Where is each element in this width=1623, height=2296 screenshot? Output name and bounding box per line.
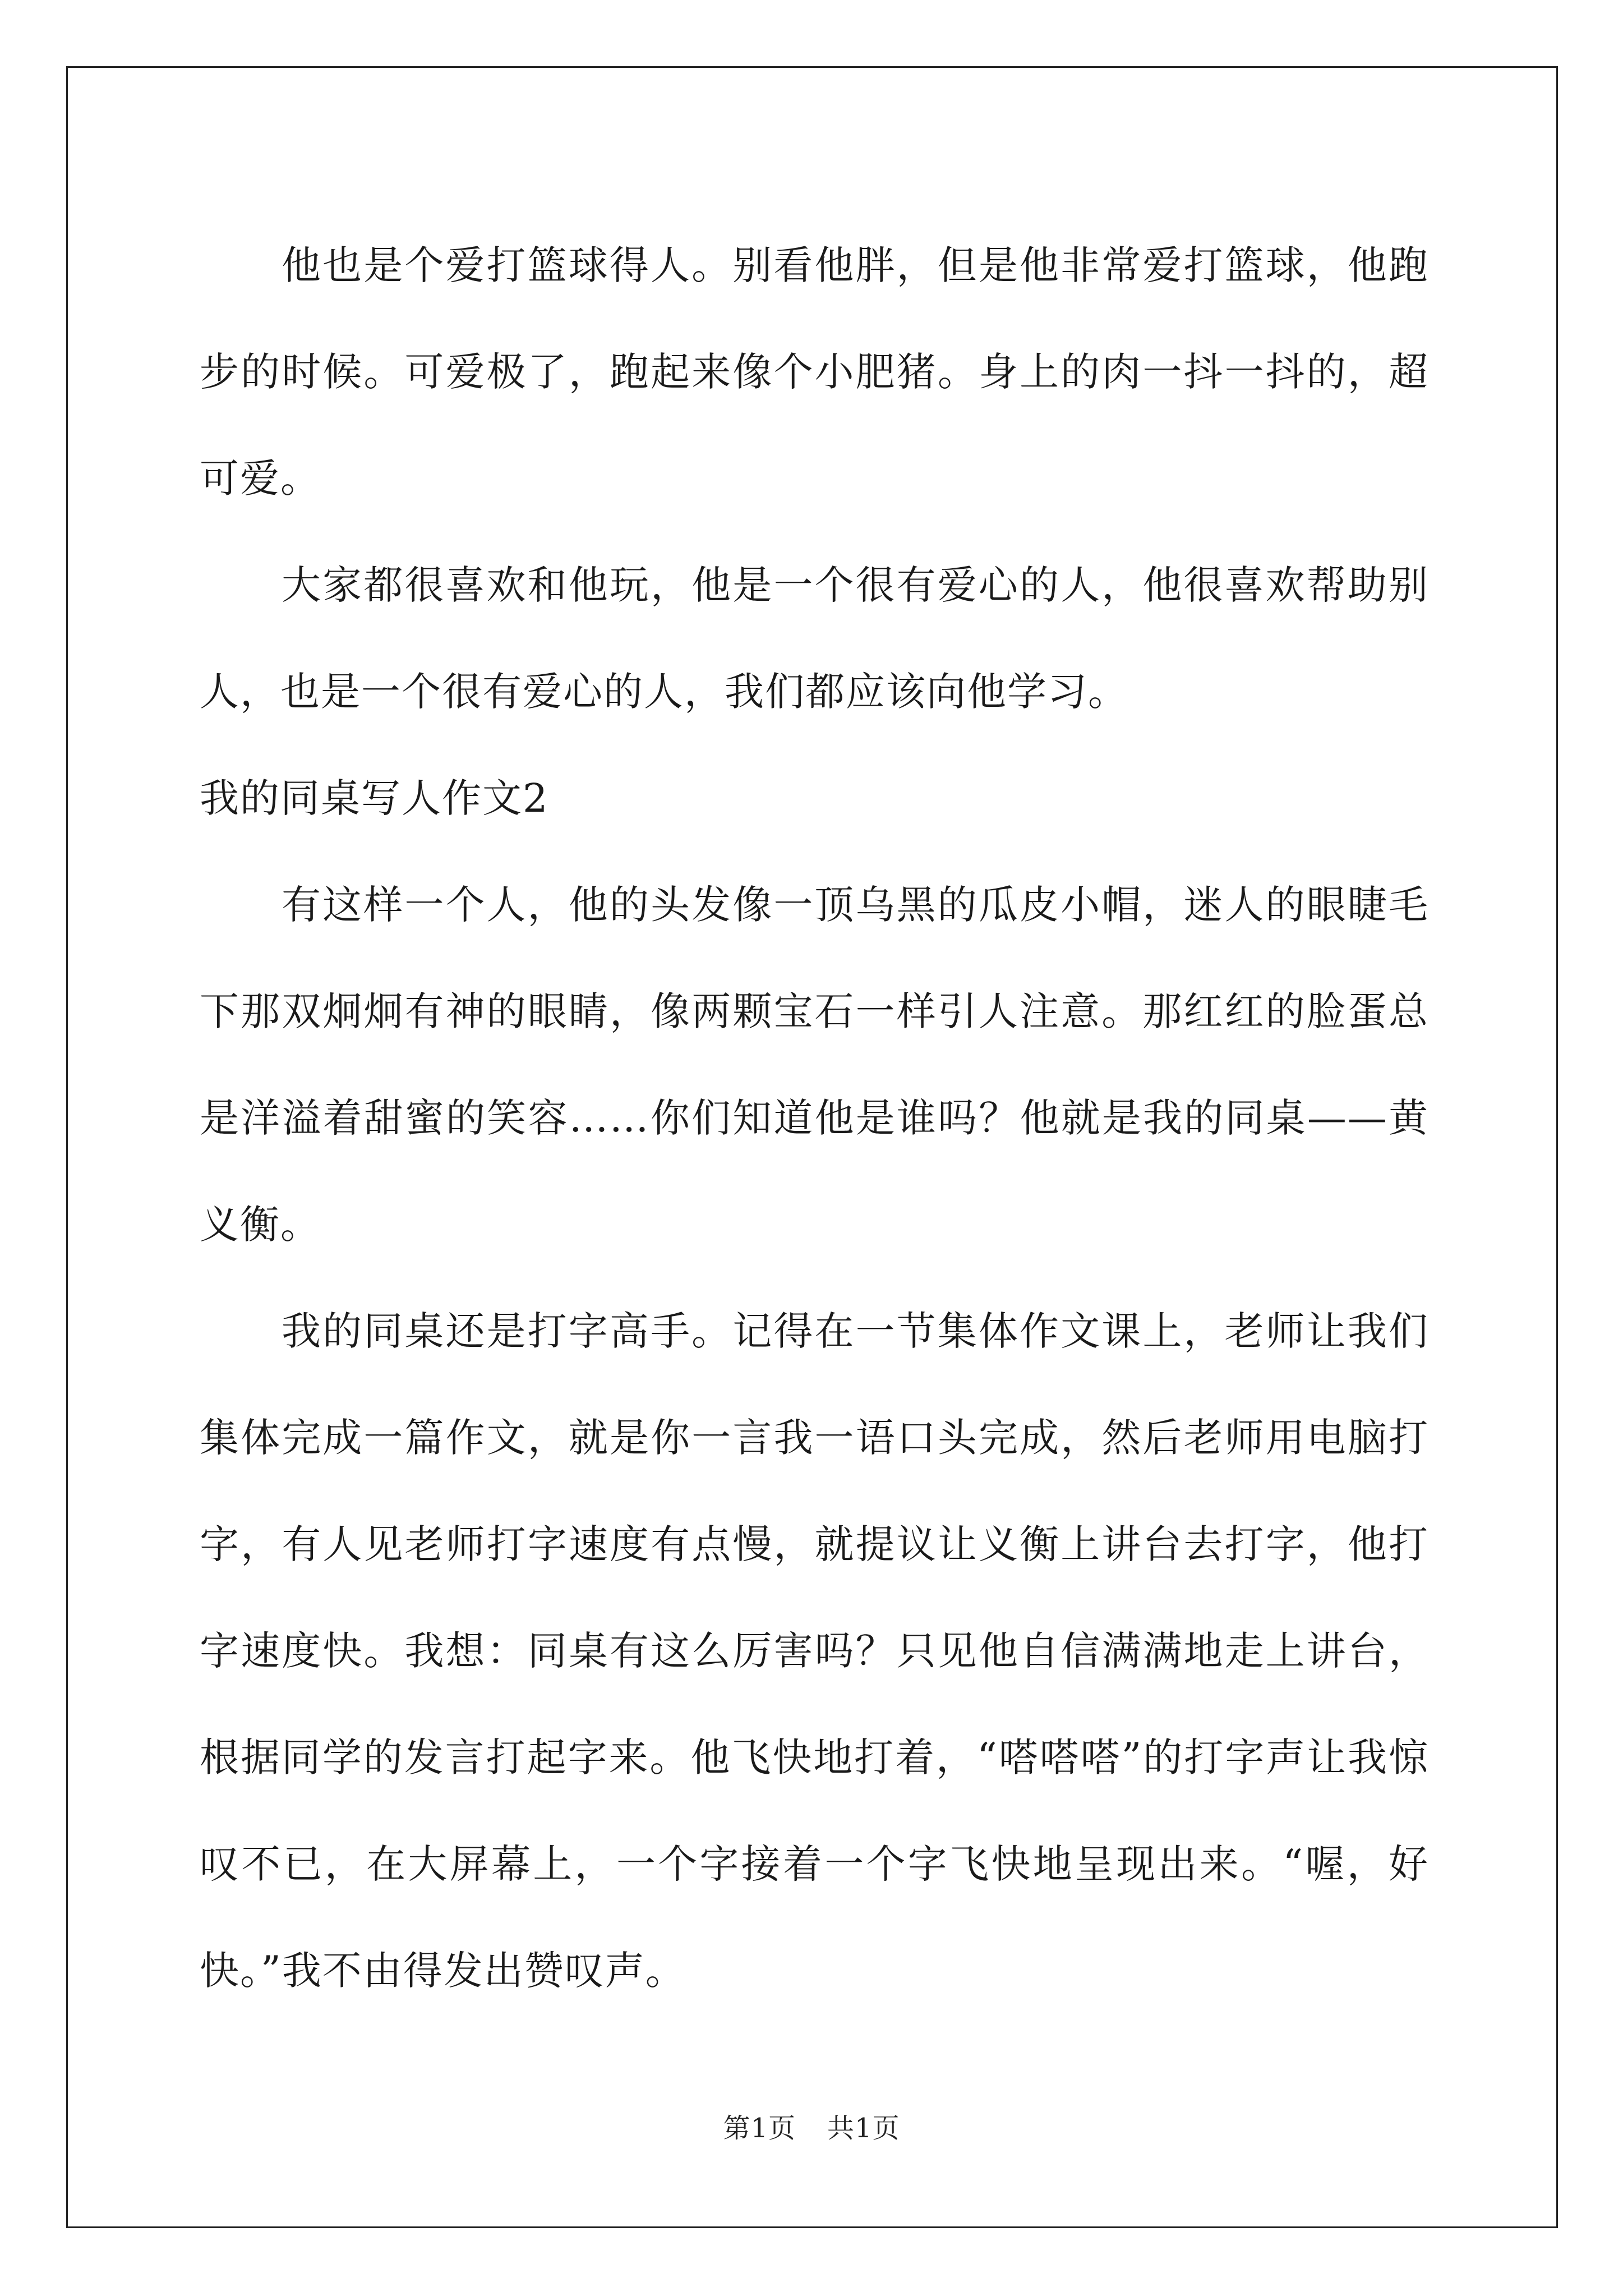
paragraph-2: 大家都很喜欢和他玩，他是一个很有爱心的人，他很喜欢帮助别人，也是一个很有爱心的人，我们都应该向他学习。 bbox=[200, 562, 1429, 715]
paragraph-4: 我的同桌还是打字高手。记得在一节集体作文课上，老师让我们集体完成一篇作文，就是你一言我一语口头完成，然后老师用电脑打字，有人见老师打字速度有点慢，就提议让义衡上讲台去打字，他打字速度快。我想：同桌有这么厉害吗？只见他自信满满地走上讲台，根据同学的发言打起字来。他飞快地打着，“嗒嗒嗒”的打字声让我惊叹不已，在大屏幕上，一个字接着一个字飞快地呈现出来。“喔，好快。”我不由得发出赞叹声。 bbox=[200, 1308, 1429, 1994]
document-body bbox=[200, 212, 1429, 2024]
page-number-total: 共1页 bbox=[827, 2113, 900, 2144]
paragraph-1: 他也是个爱打篮球得人。别看他胖，但是他非常爱打篮球，他跑步的时候。可爱极了，跑起来像个小肥猪。身上的肉一抖一抖的，超可爱。 bbox=[200, 242, 1429, 501]
paragraph-3: 有这样一个人，他的头发像一顶乌黑的瓜皮小帽，迷人的眼睫毛下那双炯炯有神的眼睛，像两颗宝石一样引人注意。那红红的脸蛋总是洋溢着甜蜜的笑容……你们知道他是谁吗？他就是我的同桌——黄义衡。 bbox=[200, 882, 1429, 1248]
page-number-current: 第1页 bbox=[723, 2113, 796, 2144]
page-footer bbox=[0, 2106, 1623, 2145]
section-heading: 我的同桌写人作文2 bbox=[200, 775, 549, 821]
